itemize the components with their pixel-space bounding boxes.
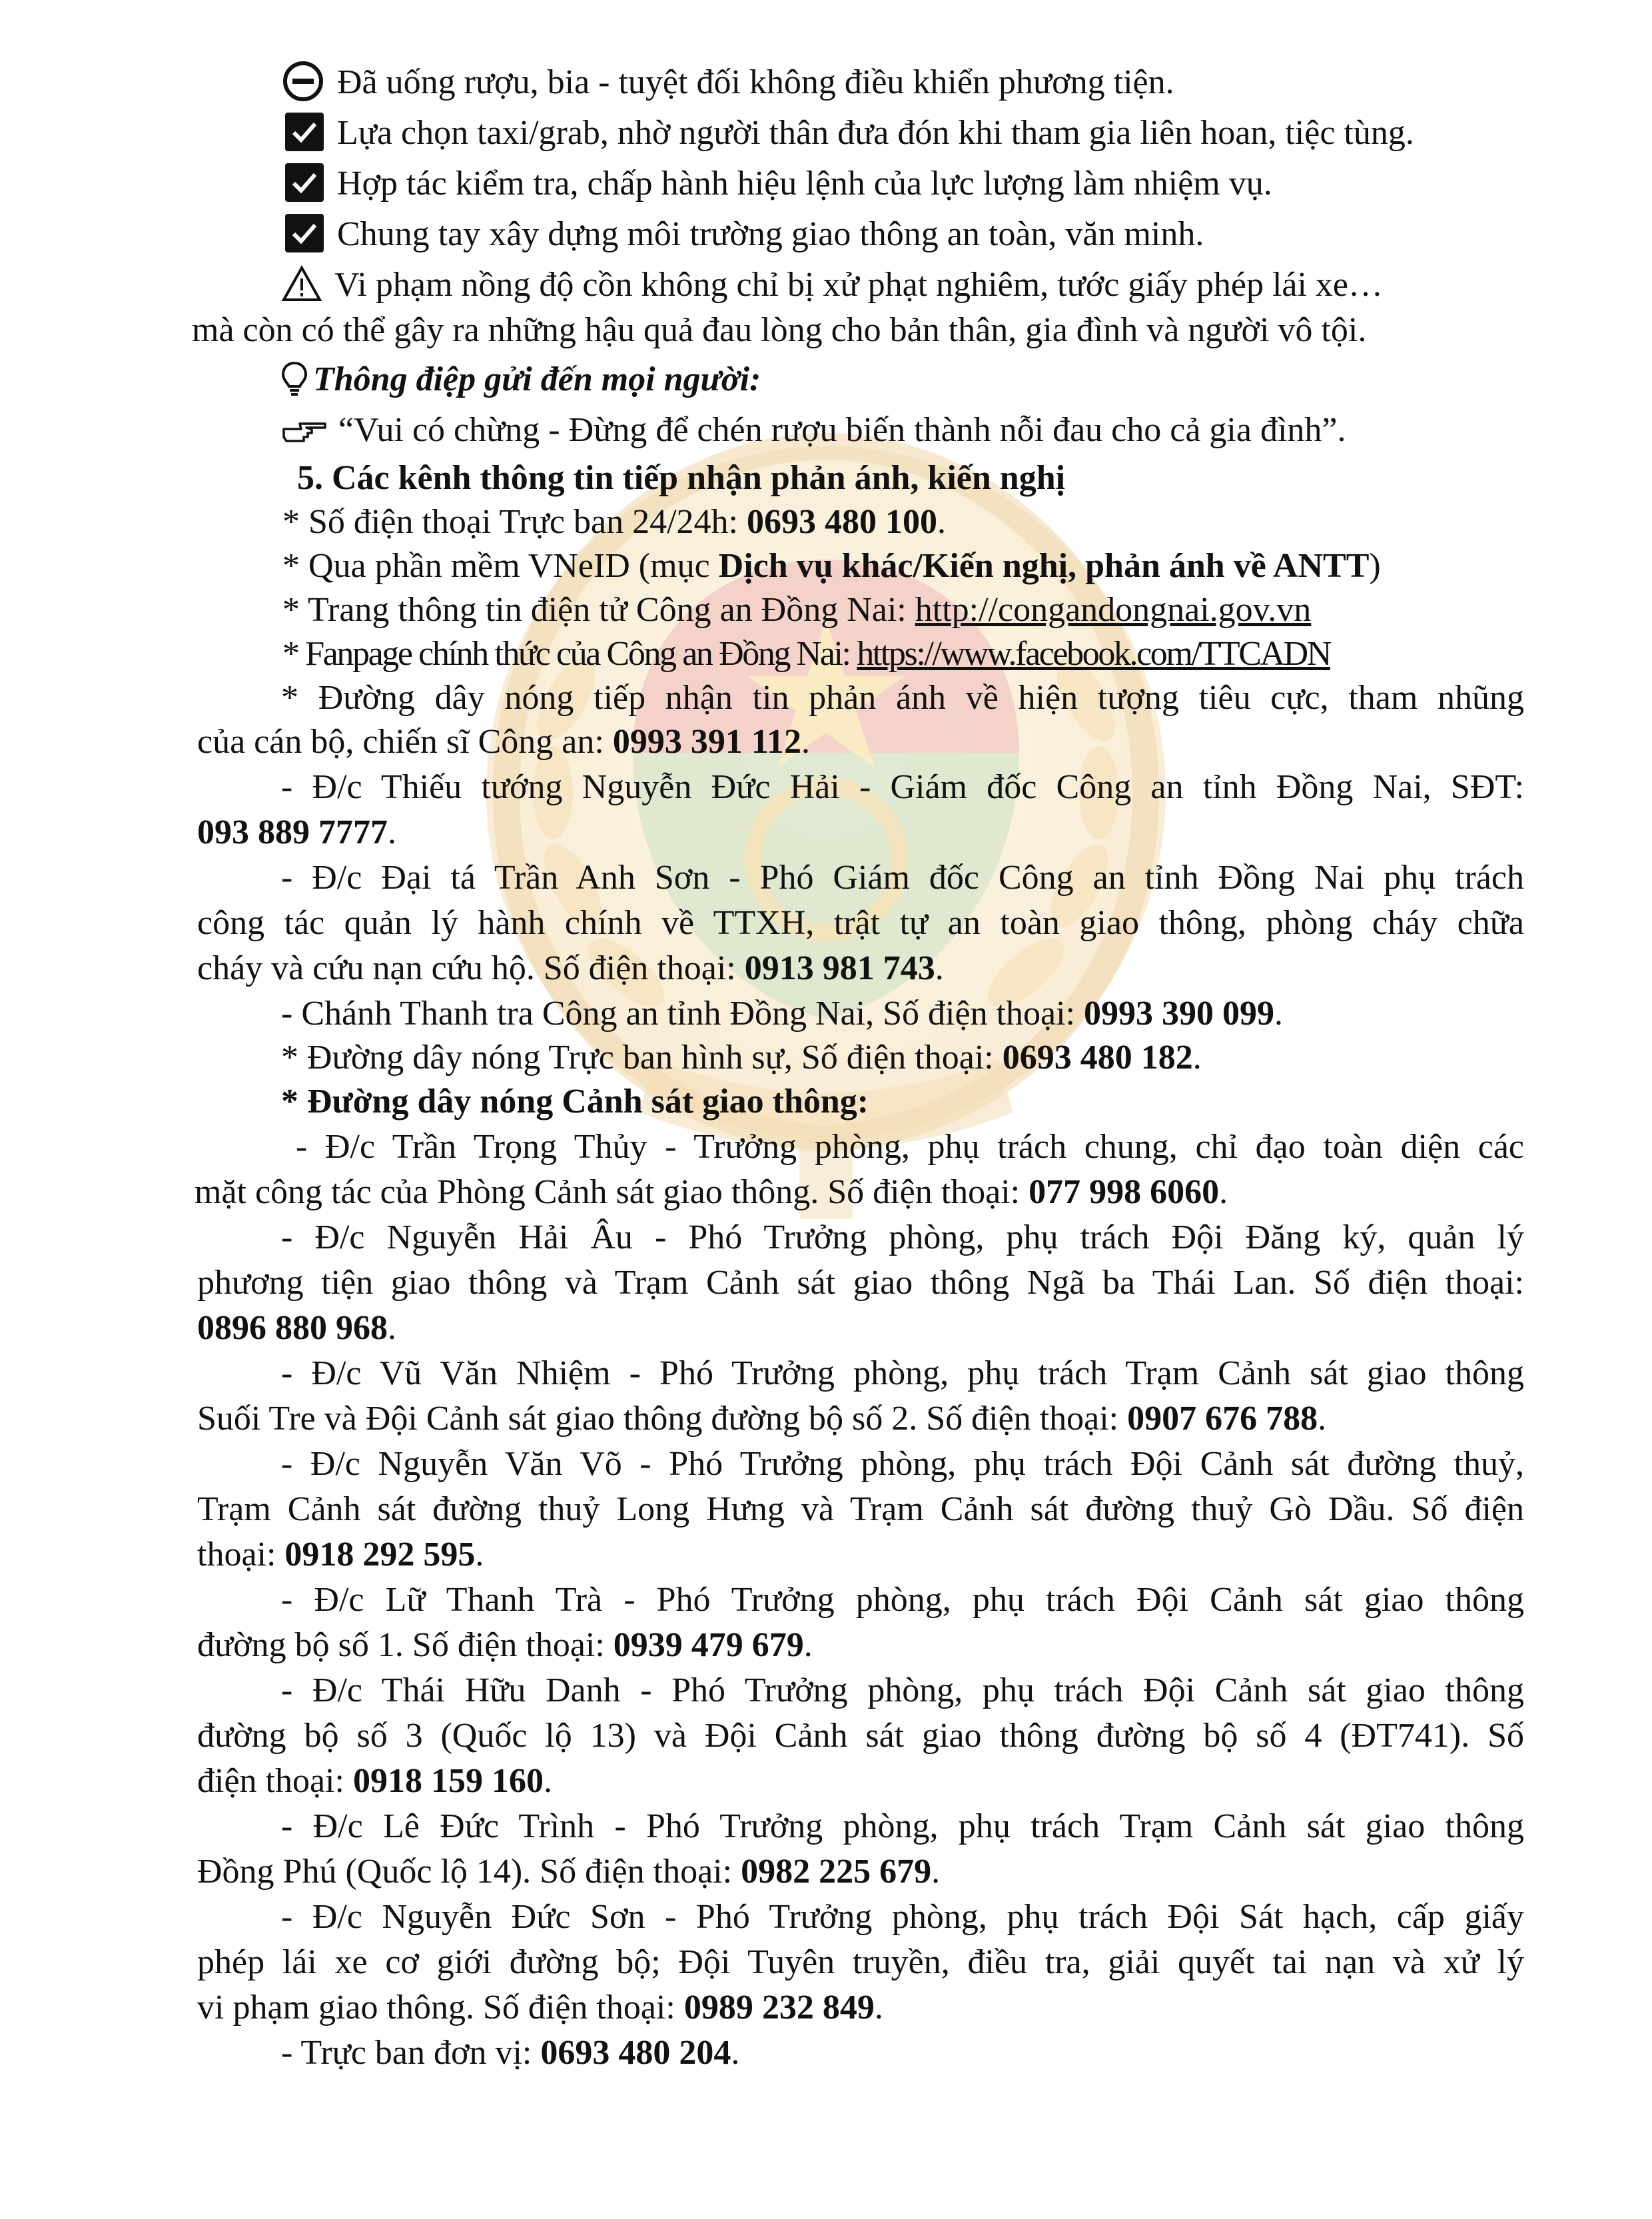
traffic-p5-phone: 0939 479 679 (613, 1626, 804, 1664)
hotline-line-1 (197, 675, 1524, 719)
inspector-phone: 0993 390 099 (1084, 995, 1274, 1033)
traffic-p3-line-2: Suối Tre và Đội Cảnh sát giao thông đường bộ số 2. Số điện thoại: 0907 676 788. (197, 1400, 1327, 1438)
traffic-p4-text-1: - Đ/c Nguyễn Văn Võ - Phó Trưởng phòng, phụ trách Đội Cảnh sát đường thuỷ, (281, 1445, 1524, 1483)
unit-duty-phone: 0693 480 204 (540, 2034, 731, 2072)
deputy-text-3: cháy và cứu nạn cứu hộ. Số điện thoại: (197, 949, 745, 987)
traffic-p8-text-2: phép lái xe cơ giới đường bộ; Đội Tuyên truyền, điều tra, giải quyết tai nạn và xử lý (197, 1943, 1524, 1981)
traffic-p4-phone: 0918 292 595 (284, 1536, 476, 1573)
traffic-p5-line-1 (197, 1577, 1524, 1623)
website-line (197, 588, 1524, 632)
traffic-p8-text-1: - Đ/c Nguyễn Đức Sơn - Phó Trưởng phòng, phụ trách Đội Sát hạch, cấp giấy (281, 1898, 1524, 1936)
traffic-p7-text-2: Đồng Phú (Quốc lộ 14). Số điện thoại: (197, 1853, 741, 1891)
bullet-taxi (197, 111, 1524, 161)
duty-phone: 0693 480 100 (746, 503, 937, 541)
traffic-p6-line-1 (197, 1668, 1524, 1713)
traffic-p2-text-1: - Đ/c Nguyễn Hải Âu - Phó Trưởng phòng, phụ trách Đội Đăng ký, quản lý (281, 1218, 1524, 1256)
website-link[interactable]: http://congandongnai.gov.vn (915, 591, 1312, 629)
traffic-p8-line-2 (197, 1940, 1524, 1985)
hotline-text-2: của cán bộ, chiến sĩ Công an: (197, 723, 613, 761)
traffic-p7-line-1 (197, 1804, 1524, 1849)
traffic-p3-text-1: - Đ/c Vũ Văn Nhiệm - Phó Trưởng phòng, phụ trách Trạm Cảnh sát giao thông (281, 1354, 1524, 1392)
hotline-text-1: * Đường dây nóng tiếp nhận tin phản ánh về hiện tượng tiêu cực, tham nhũng (281, 679, 1524, 717)
traffic-p8-text-3: vi phạm giao thông. Số điện thoại: (197, 1989, 684, 2026)
traffic-p6-phone: 0918 159 160 (352, 1762, 544, 1800)
warning-triangle-icon (281, 265, 322, 302)
criminal-line: * Đường dây nóng Trực ban hình sự, Số điện thoại: 0693 480 182. (281, 1039, 1202, 1077)
unit-duty-line: - Trực ban đơn vị: 0693 480 204. (281, 2034, 740, 2072)
traffic-p6-text-2: đường bộ số 3 (Quốc lộ 13) và Đội Cảnh sát giao thông đường bộ số 4 (ĐT741). Số (197, 1717, 1524, 1755)
vneid-line (197, 544, 1524, 588)
traffic-heading-text: * Đường dây nóng Cảnh sát giao thông: (281, 1083, 869, 1120)
unit-duty-label: - Trực ban đơn vị: (281, 2034, 541, 2072)
director-line-2: 093 889 7777. (197, 813, 396, 851)
traffic-p2-line-3: 0896 880 968. (197, 1309, 396, 1347)
traffic-p7-text-1: - Đ/c Lê Đức Trình - Phó Trưởng phòng, phụ trách Trạm Cảnh sát giao thông (281, 1807, 1524, 1845)
deputy-line-1 (197, 855, 1524, 901)
traffic-p8-phone: 0989 232 849 (683, 1989, 875, 2026)
deputy-text-2: công tác quản lý hành chính về TTXH, trật tự an toàn giao thông, phòng cháy chữa (197, 904, 1524, 942)
section-5-title: 5. Các kênh thông tin tiếp nhận phản ánh, kiến nghị (297, 459, 1066, 497)
hotline-phone: 0993 391 112 (612, 723, 801, 761)
vneid-service: Dịch vụ khác/Kiến nghị, phản ánh về ANTT (718, 547, 1370, 585)
traffic-p3-text-2: Suối Tre và Đội Cảnh sát giao thông đường bộ số 2. Số điện thoại: (197, 1400, 1128, 1438)
director-phone: 093 889 7777 (197, 813, 388, 851)
traffic-p5-text-1: - Đ/c Lữ Thanh Trà - Phó Trưởng phòng, phụ trách Đội Cảnh sát giao thông (281, 1581, 1524, 1619)
duty-phone-line: * Số điện thoại Trực ban 24/24h: 0693 480 100. (282, 503, 946, 541)
hotline-line-2: của cán bộ, chiến sĩ Công an: 0993 391 112. (197, 723, 810, 761)
bullet-cooperate-text: Hợp tác kiểm tra, chấp hành hiệu lệnh của lực lượng làm nhiệm vụ. (337, 165, 1272, 203)
warning-line-1 (197, 262, 1524, 308)
document-body (192, 60, 1524, 2076)
bullet-together-text: Chung tay xây dựng môi trường giao thông an toàn, văn minh. (337, 215, 1204, 253)
warning-text-1: Vi phạm nồng độ cồn không chỉ bị xử phạt nghiêm, tước giấy phép lái xe… (334, 266, 1384, 304)
message-heading-line (197, 357, 1524, 408)
warning-line-2 (192, 308, 1524, 357)
checkbox-checked-icon (285, 214, 324, 252)
traffic-p1-line-1 (197, 1124, 1524, 1170)
vneid-label: * Qua phần mềm VNeID (mục (282, 547, 719, 585)
vneid-end: ) (1369, 547, 1381, 585)
deputy-line-2 (197, 901, 1524, 946)
traffic-p4-text-2: Trạm Cảnh sát đường thuỷ Long Hưng và Trạm Cảnh sát đường thuỷ Gò Dầu. Số điện (197, 1490, 1524, 1528)
message-quote-line (197, 408, 1524, 456)
traffic-p3-line-1 (197, 1351, 1524, 1396)
criminal-phone: 0693 480 182 (1002, 1039, 1193, 1077)
fanpage-link[interactable]: https://www.facebook.com/TTCADN (857, 635, 1330, 673)
traffic-p4-text-3: thoại: (197, 1536, 285, 1573)
traffic-p2-line-1 (197, 1215, 1524, 1260)
traffic-p7-phone: 0982 225 679 (741, 1853, 932, 1891)
warning-text-2: mà còn có thể gây ra những hậu quả đau lòng cho bản thân, gia đình và người vô tội. (192, 311, 1367, 349)
bullet-together (197, 212, 1524, 262)
traffic-p4-line-1 (197, 1442, 1524, 1487)
criminal-text: * Đường dây nóng Trực ban hình sự, Số điện thoại: (281, 1039, 1003, 1077)
inspector-line: - Chánh Thanh tra Công an tỉnh Đồng Nai, Số điện thoại: 0993 390 099. (281, 995, 1283, 1033)
traffic-p1-phone: 077 998 6060 (1029, 1173, 1220, 1211)
deputy-line-3: cháy và cứu nạn cứu hộ. Số điện thoại: 0913 981 743. (197, 949, 944, 987)
section-5-heading (197, 456, 1524, 500)
duty-phone-label: * Số điện thoại Trực ban 24/24h: (282, 503, 747, 541)
fanpage-label: * Fanpage chính thức của Công an Đồng Nai: (282, 635, 857, 673)
traffic-p2-line-2 (197, 1260, 1524, 1306)
traffic-p3-phone: 0907 676 788 (1127, 1400, 1318, 1438)
traffic-p1-line-2: mặt công tác của Phòng Cảnh sát giao thông. Số điện thoại: 077 998 6060. (195, 1173, 1228, 1211)
lightbulb-icon (281, 361, 308, 398)
website-label: * Trang thông tin điện tử Công an Đồng Nai: (282, 591, 915, 629)
traffic-p5-text-2: đường bộ số 1. Số điện thoại: (197, 1626, 614, 1664)
checkbox-checked-icon (285, 163, 324, 202)
traffic-p4-line-2 (197, 1487, 1524, 1532)
traffic-p4-line-3: thoại: 0918 292 595. (197, 1536, 484, 1573)
fanpage-line (197, 632, 1524, 675)
inspector-text: - Chánh Thanh tra Công an tỉnh Đồng Nai, Số điện thoại: (281, 995, 1084, 1033)
traffic-p1-text-1: - Đ/c Trần Trọng Thủy - Trưởng phòng, phụ trách chung, chỉ đạo toàn diện các (296, 1128, 1524, 1166)
checkbox-checked-icon (285, 113, 324, 151)
traffic-p6-text-1: - Đ/c Thái Hữu Danh - Phó Trưởng phòng, phụ trách Đội Cảnh sát giao thông (281, 1671, 1524, 1709)
bullet-no-drive-text: Đã uống rượu, bia - tuyệt đối không điều khiển phương tiện. (337, 63, 1174, 101)
pointing-hand-icon (281, 417, 328, 446)
traffic-p2-phone: 0896 880 968 (197, 1309, 388, 1347)
deputy-phone: 0913 981 743 (744, 949, 935, 987)
traffic-p7-line-2: Đồng Phú (Quốc lộ 14). Số điện thoại: 0982 225 679. (197, 1853, 941, 1891)
traffic-p6-text-3: điện thoại: (197, 1762, 353, 1800)
traffic-p8-line-1 (197, 1895, 1524, 1940)
minus-circle-icon (282, 61, 324, 102)
traffic-p2-text-2: phương tiện giao thông và Trạm Cảnh sát giao thông Ngã ba Thái Lan. Số điện thoại: (197, 1264, 1524, 1302)
traffic-p6-line-2 (197, 1713, 1524, 1759)
traffic-heading (197, 1079, 1524, 1124)
traffic-p5-line-2: đường bộ số 1. Số điện thoại: 0939 479 679. (197, 1626, 813, 1664)
traffic-p8-line-3: vi phạm giao thông. Số điện thoại: 0989 232 849. (197, 1989, 883, 2026)
bullet-taxi-text: Lựa chọn taxi/grab, nhờ người thân đưa đón khi tham gia liên hoan, tiệc tùng. (337, 114, 1414, 152)
director-line-1 (197, 765, 1524, 810)
message-heading: Thông điệp gửi đến mọi người: (313, 360, 761, 398)
bullet-no-drive (197, 60, 1524, 111)
deputy-text-1: - Đ/c Đại tá Trần Anh Sơn - Phó Giám đốc Công an tỉnh Đồng Nai phụ trách (281, 859, 1524, 897)
director-text: - Đ/c Thiếu tướng Nguyễn Đức Hải - Giám đốc Công an tỉnh Đồng Nai, SĐT: (281, 768, 1524, 806)
traffic-p6-line-3: điện thoại: 0918 159 160. (197, 1762, 552, 1800)
bullet-cooperate (197, 161, 1524, 212)
message-quote: “Vui có chừng - Đừng để chén rượu biến thành nỗi đau cho cả gia đình”. (338, 411, 1346, 449)
traffic-p1-text-2: mặt công tác của Phòng Cảnh sát giao thông. Số điện thoại: (195, 1173, 1029, 1211)
